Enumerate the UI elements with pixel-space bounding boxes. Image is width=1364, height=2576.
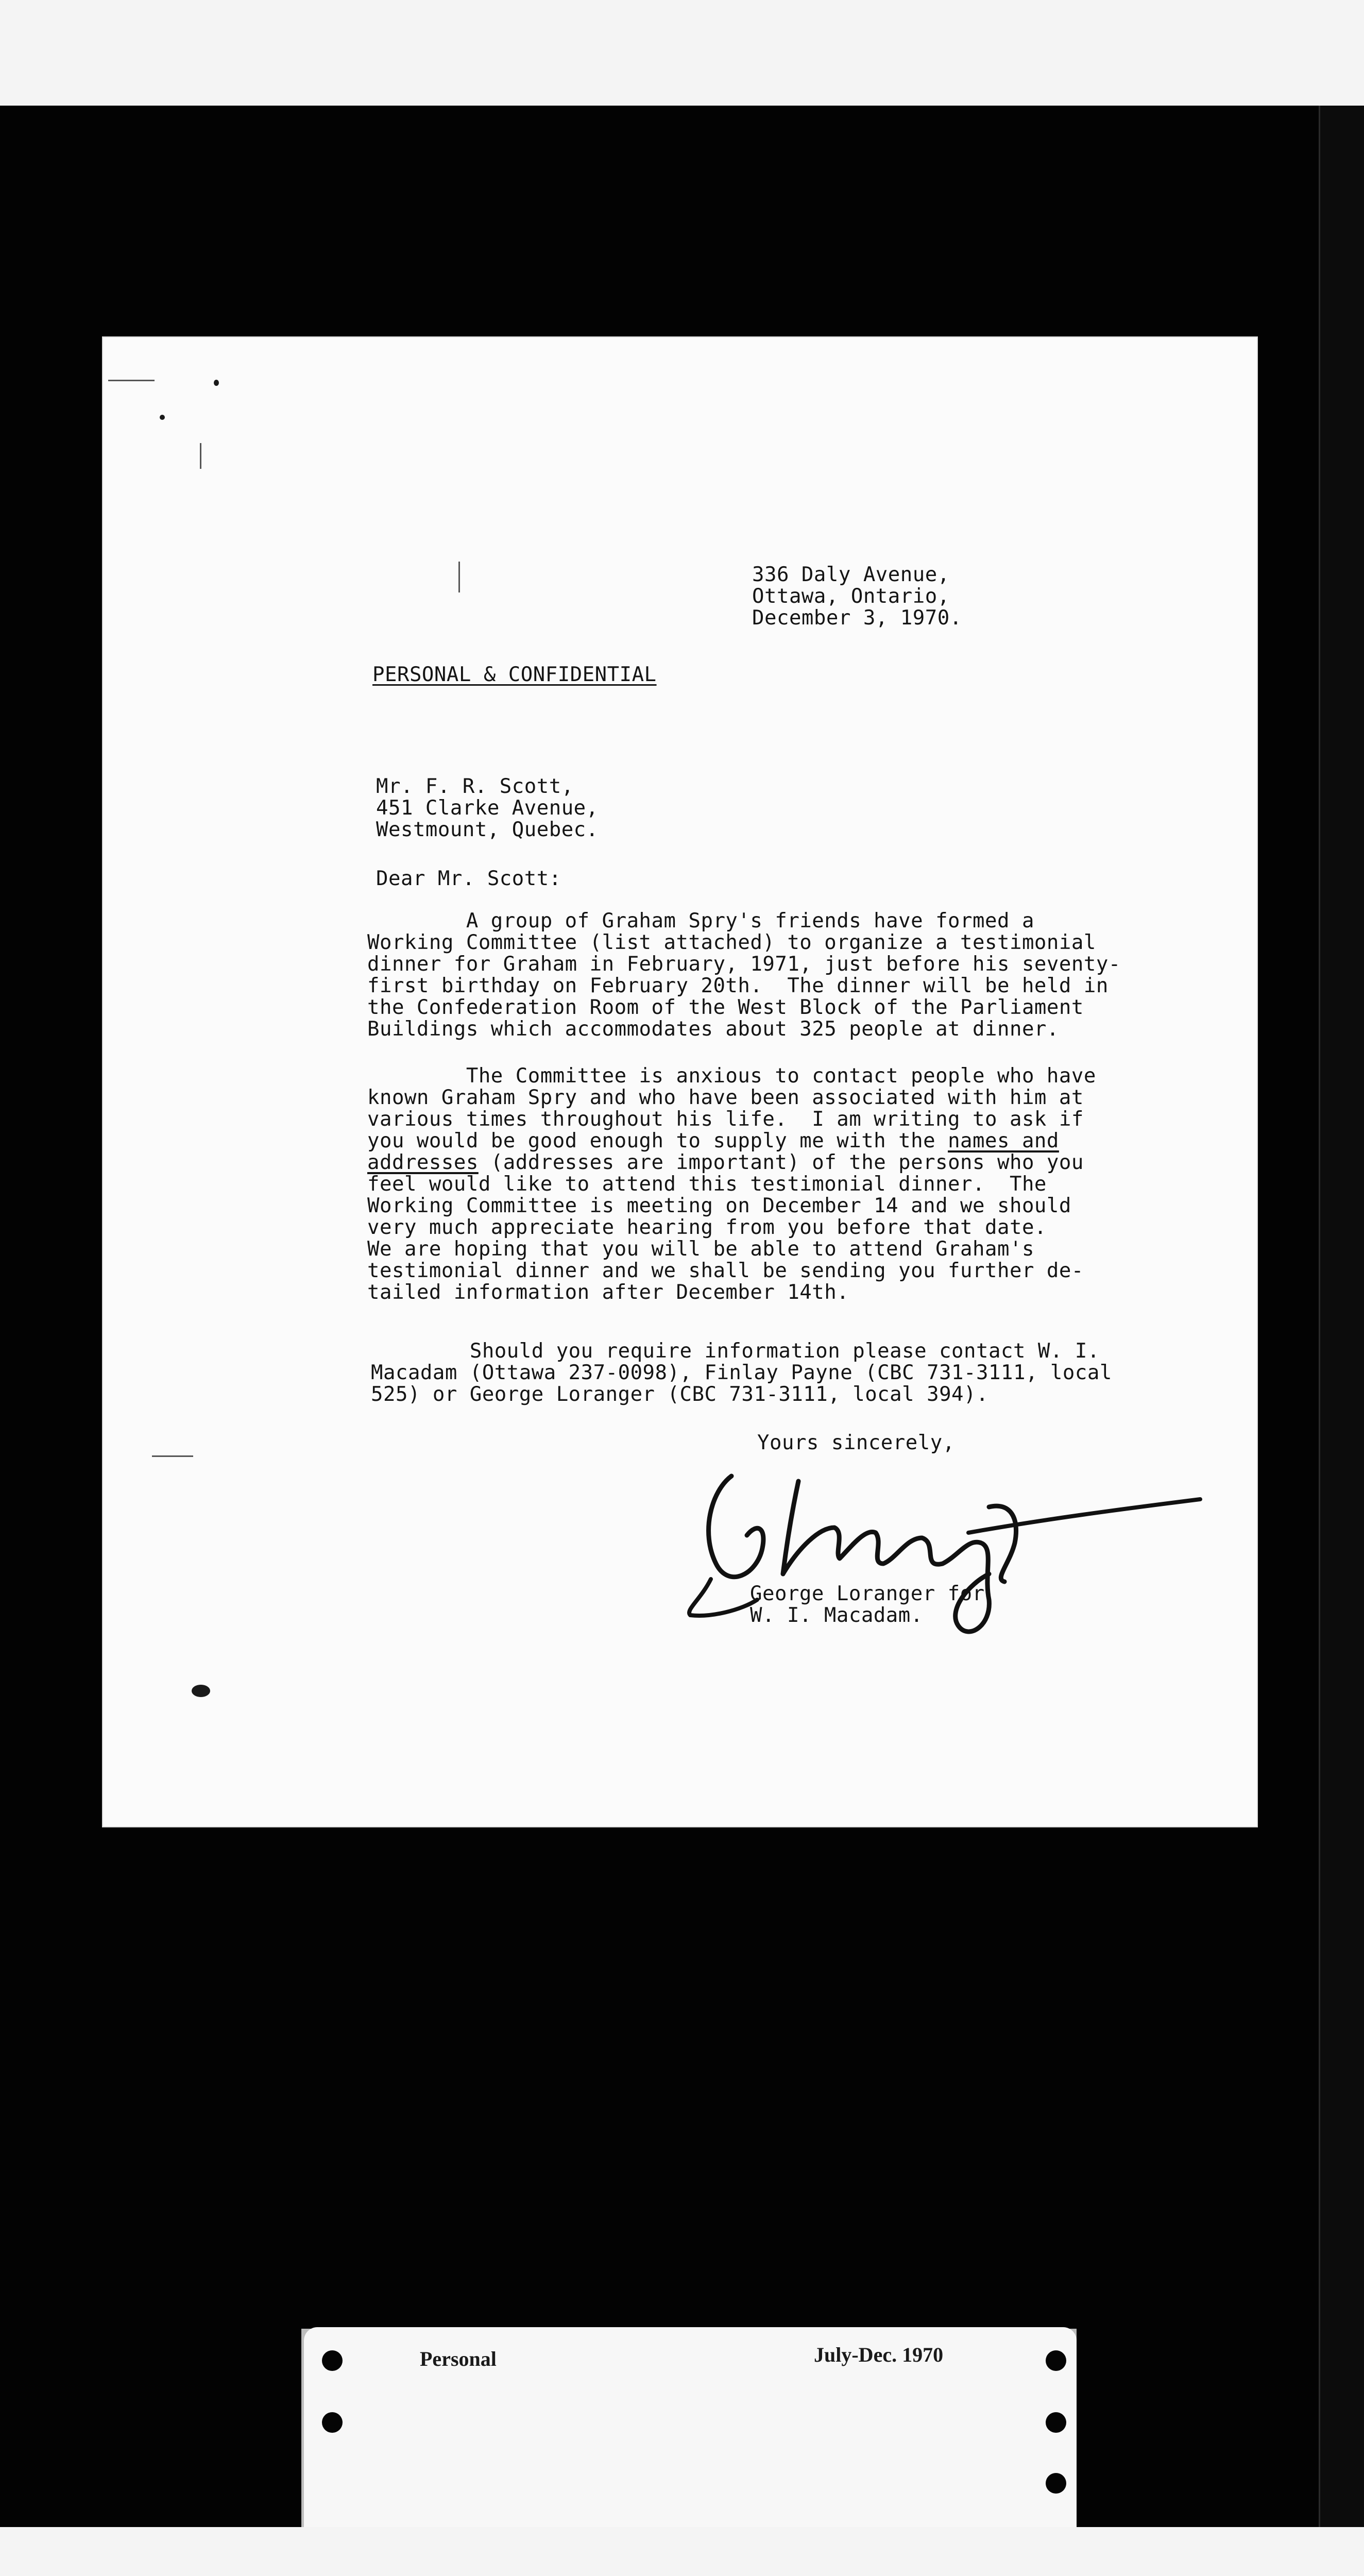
film-edge (1319, 106, 1364, 2527)
emphasis-addresses: addresses (367, 1151, 479, 1174)
punch-hole (322, 2350, 343, 2371)
paragraph-2 (367, 1065, 1096, 1303)
emphasis-names-and: names and (948, 1129, 1059, 1153)
margin-mark (200, 443, 201, 469)
signer-block: George Loranger for W. I. Macadam. (750, 1582, 985, 1627)
handwritten-signature (680, 1445, 1205, 1662)
confidential-heading: PERSONAL & CONFIDENTIAL (372, 663, 657, 686)
punch-hole (1046, 2412, 1066, 2433)
paragraph-3: Should you require information please contact W. I. Macadam (Ottawa 237-0098), Finlay Payne (CBC 731-3111, local 525) or George Loranger (CBC 731-3111, local 394). (371, 1340, 1112, 1406)
salutation: Dear Mr. Scott: (376, 867, 561, 890)
margin-mark (458, 562, 460, 592)
punch-hole (322, 2412, 343, 2433)
closing: Yours sincerely, (757, 1431, 955, 1454)
file-tab-label-right: July-Dec. 1970 (814, 2343, 944, 2366)
margin-mark (152, 1455, 193, 1457)
speck (160, 415, 165, 420)
paragraph-2-text-cont: (addresses are important) of the persons who you feel would like to attend this testimonial dinner. The Working Committee is meeting on December 14 and we should very much appreciate hearing from you before that date. We are hoping that you will be able to attend Graham's testimonial dinner and we shall be sending you further de- tailed information after December 14th. (367, 1151, 1084, 1304)
return-address: 336 Daly Avenue, Ottawa, Ontario, December 3, 1970. (752, 563, 962, 630)
film-bottom-margin (0, 2527, 1364, 2576)
file-tab-label-left: Personal (420, 2347, 497, 2370)
letter-page (103, 337, 1257, 1826)
speck (214, 380, 219, 386)
paragraph-1: A group of Graham Spry's friends have formed a Working Committee (list attached) to organize a testimonial dinner for Graham in February, 1971, just before his seventy- first birthday on February 20th. The dinner will be held in the Confederation Room of the West Block of the Parliament Buildings which accommodates about 325 people at dinner. (367, 909, 1121, 1041)
punch-hole (1046, 2473, 1066, 2494)
speck (192, 1685, 210, 1697)
recipient-address: Mr. F. R. Scott, 451 Clarke Avenue, Westmount, Quebec. (376, 775, 599, 841)
paragraph-2-text: The Committee is anxious to contact people who have known Graham Spry and who have been associated with him at various times throughout his life. I am writing to ask if you would be good enough to supply me with the (367, 1064, 1096, 1153)
file-tab-card (304, 2327, 1077, 2527)
punch-hole (1046, 2350, 1066, 2371)
margin-mark (108, 380, 155, 381)
